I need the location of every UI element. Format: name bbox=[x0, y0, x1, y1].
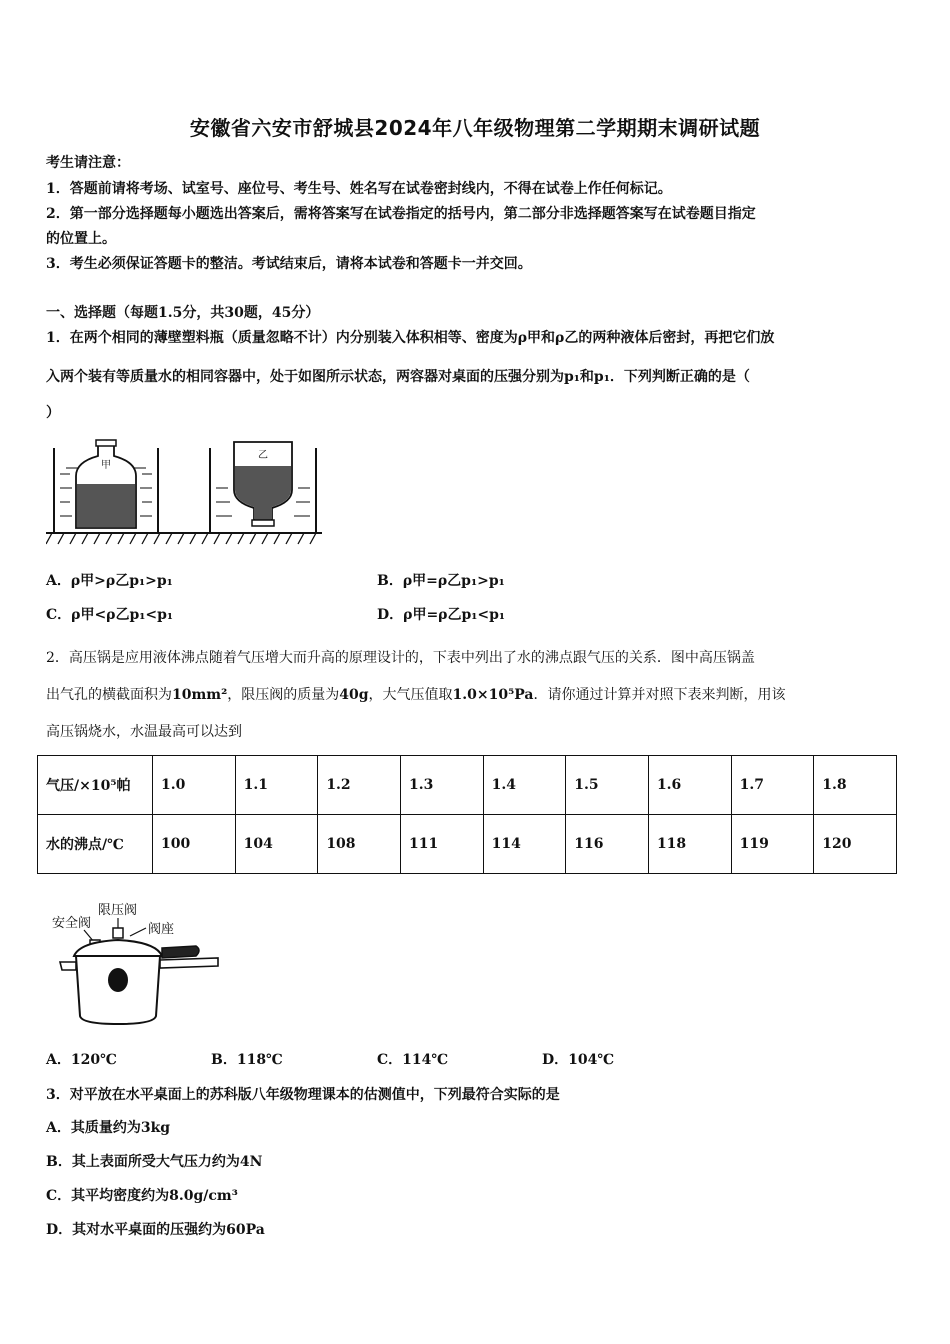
table-cell: 1.6 bbox=[648, 756, 731, 815]
table-cell: 1.3 bbox=[400, 756, 483, 815]
q1-bottle-label-left: 甲 bbox=[101, 460, 111, 471]
q2-text-c: ，限压阀的质量为 bbox=[227, 687, 340, 703]
q2-stem-line-2 bbox=[46, 685, 785, 705]
q3-option-a[interactable]: A．其质量约为3kg bbox=[46, 1120, 171, 1136]
table-cell: 120 bbox=[814, 815, 897, 874]
q3-option-c[interactable]: C．其平均密度约为8.0g/cm³ bbox=[46, 1188, 238, 1204]
page-title: 安徽省六安市舒城县2024年八年级物理第二学期期末调研试题 bbox=[189, 116, 761, 140]
q1-stem-line-3: ） bbox=[46, 405, 60, 421]
q3-option-d[interactable]: D．其对水平桌面的压强约为60Pa bbox=[46, 1222, 265, 1238]
table-cell: 114 bbox=[483, 815, 566, 874]
table-cell: 108 bbox=[318, 815, 401, 874]
table-row bbox=[38, 815, 897, 874]
q2-text-g: ．请你通过计算并对照下表来判断，用该 bbox=[533, 687, 786, 703]
section-heading: 一、选择题（每题1.5分，共30题，45分） bbox=[46, 305, 320, 321]
table-cell: 1.7 bbox=[731, 756, 814, 815]
q2-option-d[interactable]: D．104℃ bbox=[542, 1052, 615, 1068]
q2-option-b[interactable]: B．118℃ bbox=[211, 1052, 283, 1068]
q2-stem-line-1: 2．高压锅是应用液体沸点随着气压增大而升高的原理设计的，下表中列出了水的沸点跟气压的关系．图中高压锅盖 bbox=[46, 650, 755, 666]
q2-text-a: 出气孔的横截面积为 bbox=[46, 687, 172, 703]
q1-option-b[interactable]: B．ρ甲=ρ乙p₁>p₁ bbox=[377, 573, 505, 589]
table-cell: 104 bbox=[235, 815, 318, 874]
notice-item-3: 3．考生必须保证答题卡的整洁。考试结束后，请将本试卷和答题卡一并交回。 bbox=[46, 256, 532, 272]
boiling-point-table bbox=[37, 755, 897, 874]
q2-pressure-value: 1.0×10⁵Pa bbox=[452, 687, 534, 703]
q1-stem-line-2: 入两个装有等质量水的相同容器中，处于如图所示状态，两容器对桌面的压强分别为p₁和p₁．下列判断正确的是（ bbox=[46, 369, 750, 385]
label-valve-seat: 阀座 bbox=[148, 922, 175, 937]
notice-item-2-cont: 的位置上。 bbox=[46, 231, 116, 247]
notice-item-1: 1．答题前请将考场、试室号、座位号、考生号、姓名写在试卷密封线内，不得在试卷上作任何标记。 bbox=[46, 181, 672, 197]
table-cell: 1.2 bbox=[318, 756, 401, 815]
table-cell: 1.4 bbox=[483, 756, 566, 815]
notice-heading: 考生请注意： bbox=[46, 155, 130, 171]
table-header-pressure: 气压/×10⁵帕 bbox=[38, 756, 153, 815]
q1-option-d[interactable]: D．ρ甲=ρ乙p₁<p₁ bbox=[377, 607, 506, 623]
notice-item-2: 2．第一部分选择题每小题选出答案后，需将答案写在试卷指定的括号内，第二部分非选择题答案写在试卷题目指定 bbox=[46, 206, 756, 222]
label-safety-valve: 安全阀 bbox=[52, 916, 92, 931]
q1-bottle-label-right: 乙 bbox=[258, 450, 268, 461]
table-row bbox=[38, 756, 897, 815]
q2-text-e: ，大气压值取 bbox=[368, 687, 453, 703]
table-cell: 116 bbox=[566, 815, 649, 874]
q1-bottles-figure bbox=[46, 436, 326, 552]
table-cell: 1.8 bbox=[814, 756, 897, 815]
q2-area-value: 10mm² bbox=[172, 687, 228, 703]
table-header-boiling: 水的沸点/℃ bbox=[38, 815, 153, 874]
table-cell: 1.0 bbox=[153, 756, 236, 815]
table-cell: 119 bbox=[731, 815, 814, 874]
table-cell: 111 bbox=[400, 815, 483, 874]
q2-mass-value: 40g bbox=[339, 687, 369, 703]
label-limit-valve: 限压阀 bbox=[98, 903, 138, 918]
q2-stem-line-3: 高压锅烧水，水温最高可以达到 bbox=[46, 724, 242, 740]
q2-option-c[interactable]: C．114℃ bbox=[377, 1052, 449, 1068]
q2-option-a[interactable]: A．120℃ bbox=[46, 1052, 117, 1068]
q3-option-b[interactable]: B．其上表面所受大气压力约为4N bbox=[46, 1154, 263, 1170]
q1-option-c[interactable]: C．ρ甲<ρ乙p₁<p₁ bbox=[46, 607, 174, 623]
table-cell: 100 bbox=[153, 815, 236, 874]
table-cell: 1.5 bbox=[566, 756, 649, 815]
table-cell: 118 bbox=[648, 815, 731, 874]
q3-stem: 3．对平放在水平桌面上的苏科版八年级物理课本的估测值中，下列最符合实际的是 bbox=[46, 1087, 560, 1103]
q1-option-a[interactable]: A．ρ甲>ρ乙p₁>p₁ bbox=[46, 573, 173, 589]
pressure-cooker-figure bbox=[50, 896, 230, 1030]
table-cell: 1.1 bbox=[235, 756, 318, 815]
q1-stem-line-1: 1．在两个相同的薄壁塑料瓶（质量忽略不计）内分别装入体积相等、密度为ρ甲和ρ乙的两种液体后密封，再把它们放 bbox=[46, 330, 775, 346]
